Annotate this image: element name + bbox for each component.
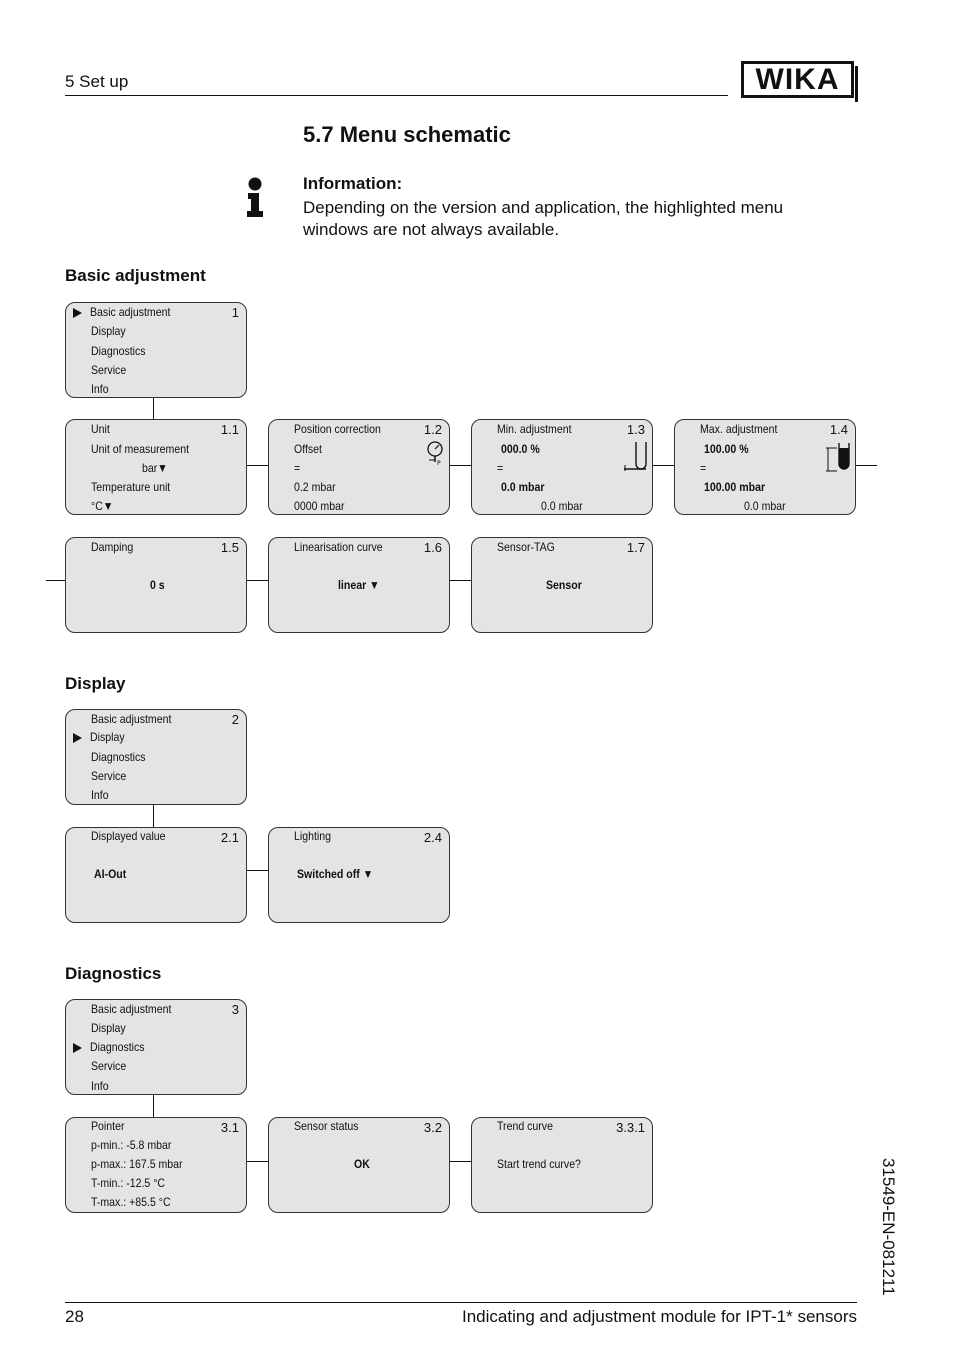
connector	[856, 465, 877, 466]
equals-sign: =	[497, 461, 504, 475]
trend-curve-prompt: Start trend curve?	[497, 1157, 581, 1171]
window-number: 3.2	[423, 1120, 442, 1135]
sensor-tag-value: Sensor	[546, 578, 582, 592]
footer-title: Indicating and adjustment module for IPT-1* sensors	[462, 1307, 857, 1326]
window-title: Lighting	[294, 829, 332, 843]
window-title: Linearisation curve	[294, 540, 383, 554]
window-title: Position correction	[294, 422, 381, 436]
selection-arrow-icon	[73, 733, 82, 743]
window-number: 3.1	[220, 1120, 239, 1135]
unit-label: Unit of measurement	[91, 442, 190, 456]
menu-item-diagnostics: Diagnostics	[91, 750, 146, 764]
temperature-unit-value: °C▼	[91, 499, 114, 513]
header-section-label: 5 Set up	[65, 72, 129, 91]
displayed-value: AI-Out	[94, 867, 127, 881]
connector	[247, 465, 268, 466]
min-pressure-input: 0.0 mbar	[541, 499, 583, 513]
p-max-value: p-max.: 167.5 mbar	[91, 1157, 183, 1171]
connector	[153, 805, 154, 827]
wika-logo: WIKA	[741, 61, 854, 98]
header-rule	[65, 95, 728, 96]
menu-box-basic	[65, 302, 247, 398]
footer-rule	[65, 1302, 857, 1303]
window-number: 1.3	[626, 422, 645, 437]
section-display: Display	[65, 674, 126, 693]
max-pressure-input: 0.0 mbar	[744, 499, 786, 513]
window-number: 3.3.1	[616, 1120, 645, 1135]
connector	[450, 1161, 471, 1162]
info-title: Information:	[303, 174, 403, 193]
t-max-value: T-max.: +85.5 °C	[91, 1195, 171, 1209]
connector	[46, 580, 65, 581]
connector	[153, 1095, 154, 1117]
window-sensor-status	[268, 1117, 450, 1213]
max-pressure-value: 100.00 mbar	[704, 480, 766, 494]
unit-value: bar▼	[142, 461, 168, 475]
menu-item-diagnostics: Diagnostics	[91, 344, 146, 358]
window-unit	[65, 419, 247, 515]
menu-item-basic-adjustment: Basic adjustment	[91, 1002, 172, 1016]
sensor-status-value: OK	[354, 1157, 370, 1171]
window-title: Displayed value	[91, 829, 166, 843]
window-title: Min. adjustment	[497, 422, 572, 436]
equals-sign: =	[294, 461, 301, 475]
menu-item-info: Info	[91, 788, 109, 802]
menu-number: 1	[231, 305, 239, 320]
connector	[153, 398, 154, 419]
selection-arrow-icon	[73, 308, 82, 318]
menu-number: 3	[231, 1002, 239, 1017]
window-pointer	[65, 1117, 247, 1213]
connector	[450, 580, 471, 581]
menu-number: 2	[231, 712, 239, 727]
window-lighting	[268, 827, 450, 923]
window-title: Unit	[91, 422, 110, 436]
menu-item-info: Info	[91, 382, 109, 396]
window-number: 2.1	[220, 830, 239, 845]
window-min-adjustment	[471, 419, 653, 515]
offset-label: Offset	[294, 442, 322, 456]
window-title: Max. adjustment	[700, 422, 778, 436]
menu-box-display	[65, 709, 247, 805]
max-percent-value: 100.00 %	[704, 442, 749, 456]
page-number: 28	[65, 1307, 84, 1326]
offset-input: 0000 mbar	[294, 499, 345, 513]
window-sensor-tag	[471, 537, 653, 633]
window-number: 1.4	[829, 422, 848, 437]
window-number: 1.7	[626, 540, 645, 555]
menu-item-basic-adjustment: Basic adjustment	[90, 305, 171, 319]
window-number: 2.4	[423, 830, 442, 845]
t-min-value: T-min.: -12.5 °C	[91, 1176, 166, 1190]
tank-full-icon	[825, 440, 855, 474]
lighting-value: Switched off ▼	[297, 867, 374, 881]
window-title: Trend curve	[497, 1119, 553, 1133]
menu-item-display: Display	[90, 730, 125, 744]
min-percent-value: 000.0 %	[501, 442, 540, 456]
menu-item-diagnostics: Diagnostics	[90, 1040, 145, 1054]
window-position-correction	[268, 419, 450, 515]
temperature-unit-label: Temperature unit	[91, 480, 171, 494]
connector	[247, 1161, 268, 1162]
svg-text:P: P	[437, 460, 441, 466]
menu-item-basic-adjustment: Basic adjustment	[91, 712, 172, 726]
window-max-adjustment	[674, 419, 856, 515]
info-icon	[245, 176, 265, 218]
window-displayed-value	[65, 827, 247, 923]
window-trend-curve	[471, 1117, 653, 1213]
p-min-value: p-min.: -5.8 mbar	[91, 1138, 172, 1152]
window-number: 1.2	[423, 422, 442, 437]
page-title: 5.7 Menu schematic	[303, 122, 511, 147]
info-text: Depending on the version and application, the highlighted menu windows are not always available.	[303, 198, 784, 239]
window-title: Pointer	[91, 1119, 125, 1133]
menu-item-service: Service	[91, 363, 127, 377]
equals-sign: =	[700, 461, 707, 475]
selection-arrow-icon	[73, 1043, 82, 1053]
menu-item-service: Service	[91, 769, 127, 783]
pressure-gauge-icon	[425, 438, 445, 466]
window-title: Sensor status	[294, 1119, 359, 1133]
offset-value: 0.2 mbar	[294, 480, 336, 494]
window-title: Damping	[91, 540, 134, 554]
window-number: 1.6	[423, 540, 442, 555]
window-damping	[65, 537, 247, 633]
tank-empty-icon	[622, 440, 650, 472]
linearisation-value: linear ▼	[338, 578, 380, 592]
window-linearisation-curve	[268, 537, 450, 633]
section-basic-adjustment: Basic adjustment	[65, 266, 206, 285]
window-number: 1.5	[220, 540, 239, 555]
menu-item-service: Service	[91, 1059, 127, 1073]
connector	[247, 870, 268, 871]
min-pressure-value: 0.0 mbar	[501, 480, 545, 494]
menu-box-diagnostics	[65, 999, 247, 1095]
connector	[450, 465, 471, 466]
window-title: Sensor-TAG	[497, 540, 555, 554]
damping-value: 0 s	[150, 578, 165, 592]
menu-item-info: Info	[91, 1079, 109, 1093]
section-diagnostics: Diagnostics	[65, 964, 162, 983]
menu-item-display: Display	[91, 324, 126, 338]
document-code: 31549-EN-081211	[879, 1158, 898, 1296]
connector	[247, 580, 268, 581]
window-number: 1.1	[220, 422, 239, 437]
connector	[653, 465, 674, 466]
menu-item-display: Display	[91, 1021, 126, 1035]
